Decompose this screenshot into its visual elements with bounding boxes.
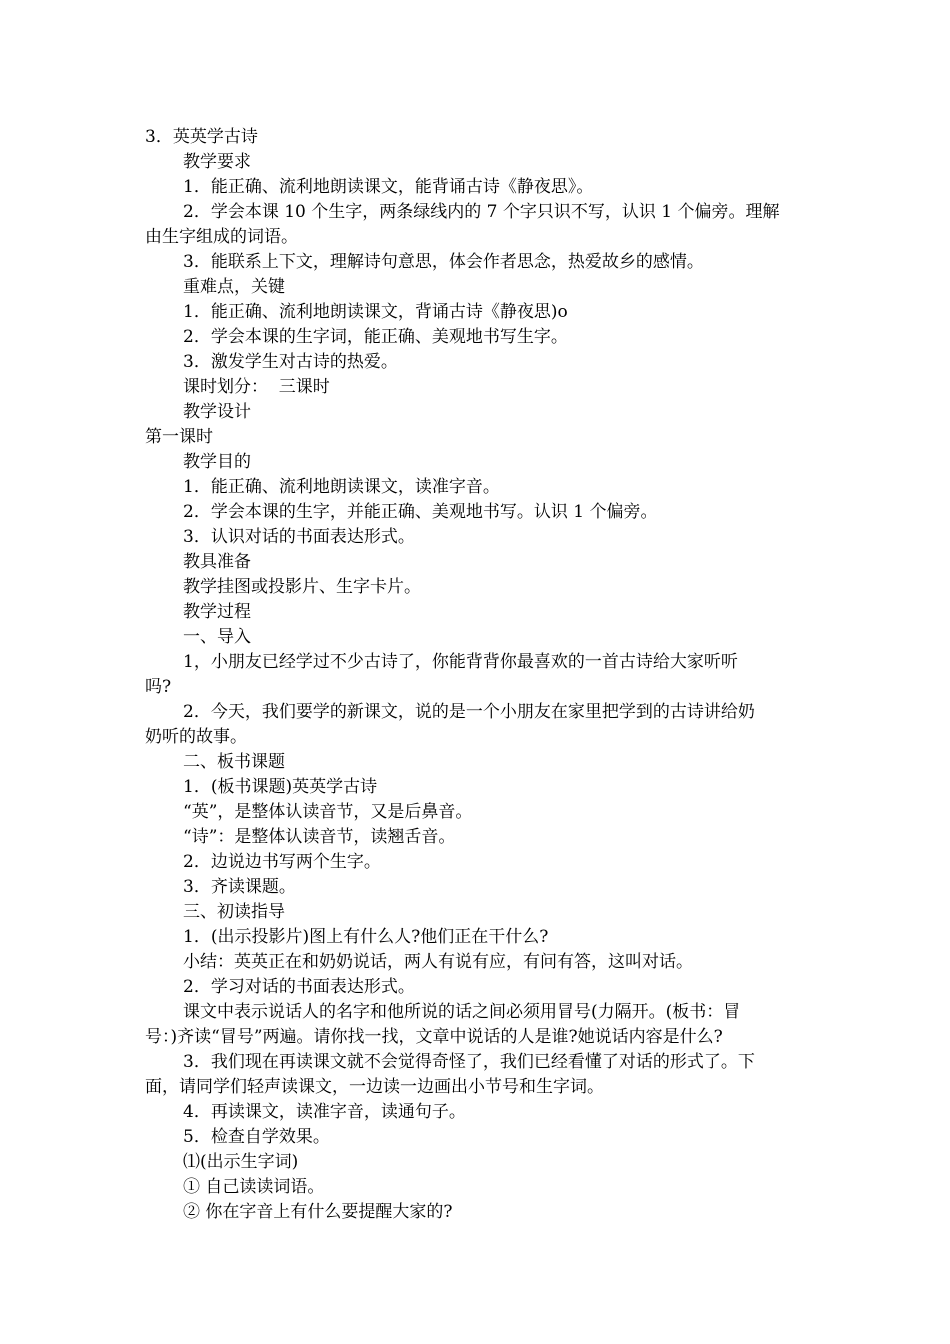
- text-line: 2．学会本课的生字，并能正确、美观地书写。认识 1 个偏旁。: [183, 502, 658, 522]
- text-line: 由生字组成的词语。: [145, 227, 298, 247]
- text-line: ② 你在字音上有什么要提醒大家的?: [183, 1202, 453, 1222]
- text-line: 2．今天，我们要学的新课文，说的是一个小朋友在家里把学到的古诗讲给奶: [183, 702, 755, 722]
- text-line: 3．我们现在再读课文就不会觉得奇怪了，我们已经看懂了对话的形式了。下: [183, 1052, 755, 1072]
- text-line: 面，请同学们轻声读课文，一边读一边画出小节号和生字词。: [145, 1077, 604, 1097]
- text-line: 3．激发学生对古诗的热爱。: [183, 352, 398, 372]
- text-line: 2．学会本课 10 个生字，两条绿线内的 7 个字只识不写，认识 1 个偏旁。理解: [183, 202, 780, 222]
- section-heading: 教学要求: [183, 152, 251, 172]
- text-line: 3．齐读课题。: [183, 877, 296, 897]
- text-line: 3．能联系上下文，理解诗句意思，体会作者思念，热爱故乡的感情。: [183, 252, 704, 272]
- text-line: ① 自己读读词语。: [183, 1177, 325, 1197]
- section-heading: 教学设计: [183, 402, 251, 422]
- text-line: 2．学习对话的书面表达形式。: [183, 977, 415, 997]
- section-heading: 教学目的: [183, 452, 251, 472]
- section-heading: 二、板书课题: [183, 752, 285, 772]
- text-line: 4．再读课文，读准字音，读通句子。: [183, 1102, 466, 1122]
- text-line: ⑴(出示生字词): [183, 1152, 299, 1172]
- text-line: 1．(出示投影片)图上有什么人?他们正在干什么?: [183, 927, 549, 947]
- text-line: 号：)齐读“冒号”两遍。请你找一找，文章中说话的人是谁?她说话内容是什么?: [145, 1027, 723, 1047]
- text-line: 小结：英英正在和奶奶说话，两人有说有应，有问有答，这叫对话。: [183, 952, 693, 972]
- text-line: 5．检查自学效果。: [183, 1127, 330, 1147]
- text-line: 2．边说边书写两个生字。: [183, 852, 381, 872]
- text-line: “英”，是整体认读音节，又是后鼻音。: [183, 802, 473, 822]
- text-line: 课时划分： 三课时: [183, 377, 330, 397]
- text-line: 1．能正确、流利地朗读课文，能背诵古诗《静夜思》。: [183, 177, 594, 197]
- text-line: 1．(板书课题)英英学古诗: [183, 777, 378, 797]
- section-heading: 三、初读指导: [183, 902, 285, 922]
- text-line: “诗”：是整体认读音节，读翘舌音。: [183, 827, 456, 847]
- section-heading: 一、导入: [183, 627, 251, 647]
- text-line: 奶听的故事。: [145, 727, 247, 747]
- text-line: 1．能正确、流利地朗读课文，背诵古诗《静夜思)o: [183, 302, 568, 322]
- lesson-title: 3．英英学古诗: [145, 127, 258, 147]
- text-line: 教学挂图或投影片、生字卡片。: [183, 577, 421, 597]
- section-heading: 第一课时: [145, 427, 213, 447]
- text-line: 1．能正确、流利地朗读课文，读准字音。: [183, 477, 500, 497]
- section-heading: 重难点，关键: [183, 277, 285, 297]
- text-line: 吗?: [145, 677, 172, 697]
- section-heading: 教具准备: [183, 552, 251, 572]
- text-line: 课文中表示说话人的名字和他所说的话之间必须用冒号(力隔开。(板书：冒: [183, 1002, 741, 1022]
- section-heading: 教学过程: [183, 602, 251, 622]
- text-line: 2．学会本课的生字词，能正确、美观地书写生字。: [183, 327, 568, 347]
- text-line: 3．认识对话的书面表达形式。: [183, 527, 415, 547]
- text-line: 1，小朋友已经学过不少古诗了，你能背背你最喜欢的一首古诗给大家听听: [183, 652, 738, 672]
